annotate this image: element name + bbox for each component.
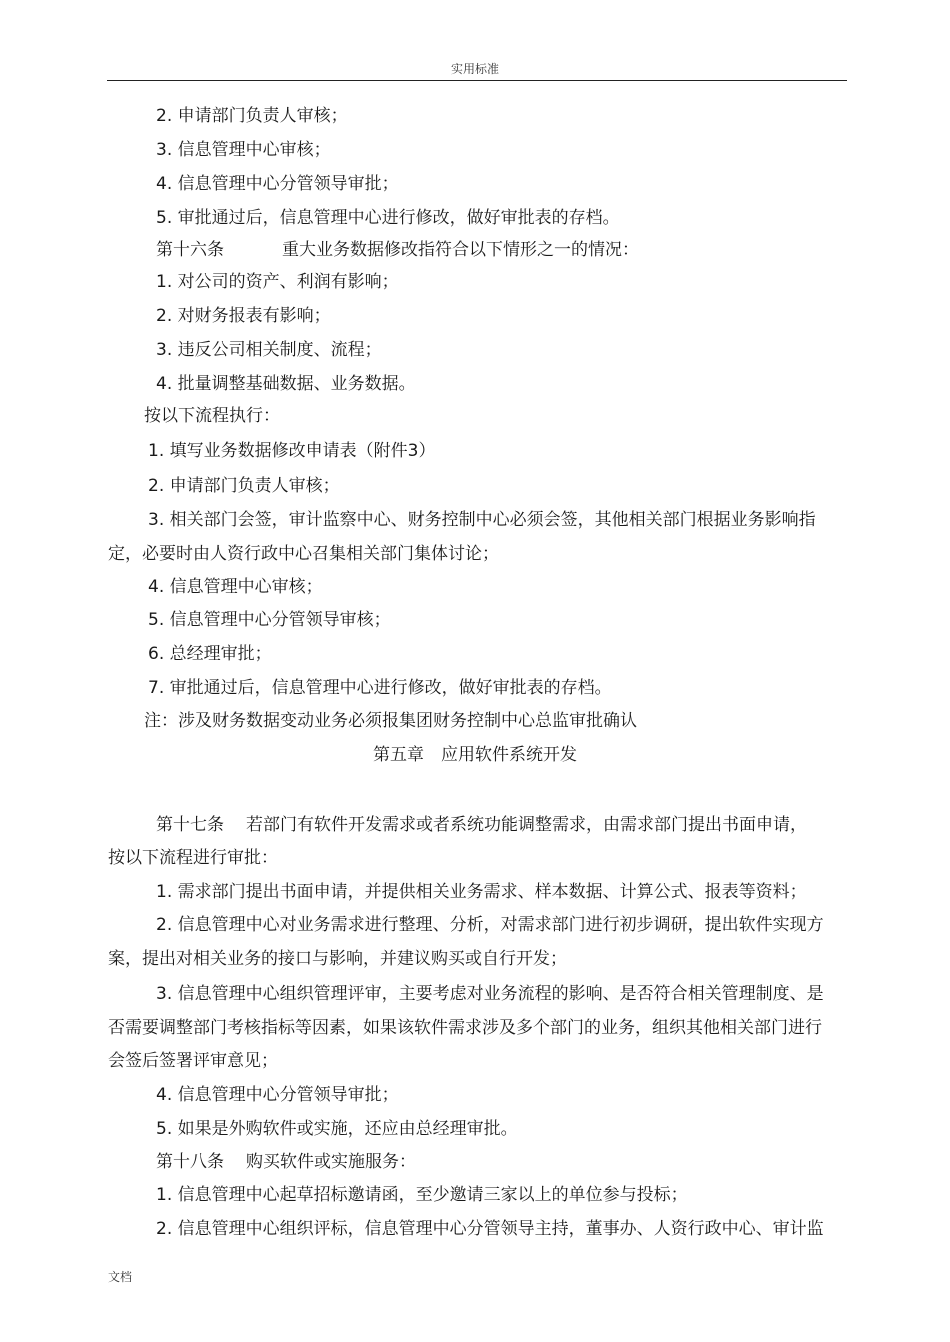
text-line: 3. 信息管理中心审核； bbox=[156, 140, 331, 160]
article-17-heading bbox=[156, 815, 807, 835]
text-line: 按以下流程执行： bbox=[144, 406, 280, 426]
page-footer: 文档 bbox=[108, 1270, 133, 1284]
text-line: 6. 总经理审批； bbox=[148, 644, 272, 664]
text-line: 案，提出对相关业务的接口与影响，并建议购买或自行开发； bbox=[108, 949, 567, 969]
text-line: 2. 申请部门负责人审核； bbox=[156, 106, 348, 126]
text-line: 4. 批量调整基础数据、业务数据。 bbox=[156, 374, 416, 394]
text-line: 3. 相关部门会签，审计监察中心、财务控制中心必须会签，其他相关部门根据业务影响指 bbox=[148, 510, 816, 530]
text-line: 会签后签署评审意见； bbox=[108, 1051, 278, 1071]
text-line: 4. 信息管理中心分管领导审批； bbox=[156, 174, 399, 194]
text-line: 5. 如果是外购软件或实施，还应由总经理审批。 bbox=[156, 1119, 518, 1139]
chapter-title: 第五章 应用软件系统开发 bbox=[373, 745, 577, 765]
text-line: 3. 违反公司相关制度、流程； bbox=[156, 340, 382, 360]
article-text: 重大业务数据修改指符合以下情形之一的情况： bbox=[282, 240, 639, 260]
article-text: 若部门有软件开发需求或者系统功能调整需求，由需求部门提出书面申请， bbox=[246, 815, 807, 835]
text-line: 7. 审批通过后，信息管理中心进行修改，做好审批表的存档。 bbox=[148, 678, 612, 698]
text-line: 1. 对公司的资产、利润有影响； bbox=[156, 272, 399, 292]
article-label: 第十六条 bbox=[156, 240, 224, 260]
text-line: 2. 对财务报表有影响； bbox=[156, 306, 331, 326]
note-line: 注：涉及财务数据变动业务必须报集团财务控制中心总监审批确认 bbox=[144, 711, 637, 731]
page-header: 实用标准 bbox=[450, 62, 499, 76]
text-line: 3. 信息管理中心组织管理评审，主要考虑对业务流程的影响、是否符合相关管理制度、是 bbox=[156, 984, 824, 1004]
text-line: 2. 信息管理中心组织评标，信息管理中心分管领导主持，董事办、人资行政中心、审计监 bbox=[156, 1219, 824, 1239]
text-line: 1. 填写业务数据修改申请表（附件3） bbox=[148, 441, 436, 461]
text-line: 按以下流程进行审批： bbox=[108, 848, 278, 868]
text-line: 否需要调整部门考核指标等因素，如果该软件需求涉及多个部门的业务，组织其他相关部门进行 bbox=[108, 1018, 822, 1038]
article-text: 购买软件或实施服务： bbox=[246, 1152, 416, 1172]
text-line: 2. 申请部门负责人审核； bbox=[148, 476, 340, 496]
text-line: 定，必要时由人资行政中心召集相关部门集体讨论； bbox=[108, 544, 499, 564]
article-18-heading bbox=[156, 1152, 416, 1172]
text-line: 4. 信息管理中心审核； bbox=[148, 577, 323, 597]
text-line: 1. 需求部门提出书面申请，并提供相关业务需求、样本数据、计算公式、报表等资料； bbox=[156, 882, 807, 902]
text-line: 2. 信息管理中心对业务需求进行整理、分析，对需求部门进行初步调研，提出软件实现方 bbox=[156, 915, 824, 935]
article-label: 第十八条 bbox=[156, 1152, 224, 1172]
article-16-heading bbox=[156, 240, 639, 260]
text-line: 5. 信息管理中心分管领导审核； bbox=[148, 610, 391, 630]
article-label: 第十七条 bbox=[156, 815, 224, 835]
header-divider bbox=[107, 80, 847, 81]
text-line: 4. 信息管理中心分管领导审批； bbox=[156, 1085, 399, 1105]
text-line: 5. 审批通过后，信息管理中心进行修改，做好审批表的存档。 bbox=[156, 208, 620, 228]
text-line: 1. 信息管理中心起草招标邀请函，至少邀请三家以上的单位参与投标； bbox=[156, 1185, 688, 1205]
